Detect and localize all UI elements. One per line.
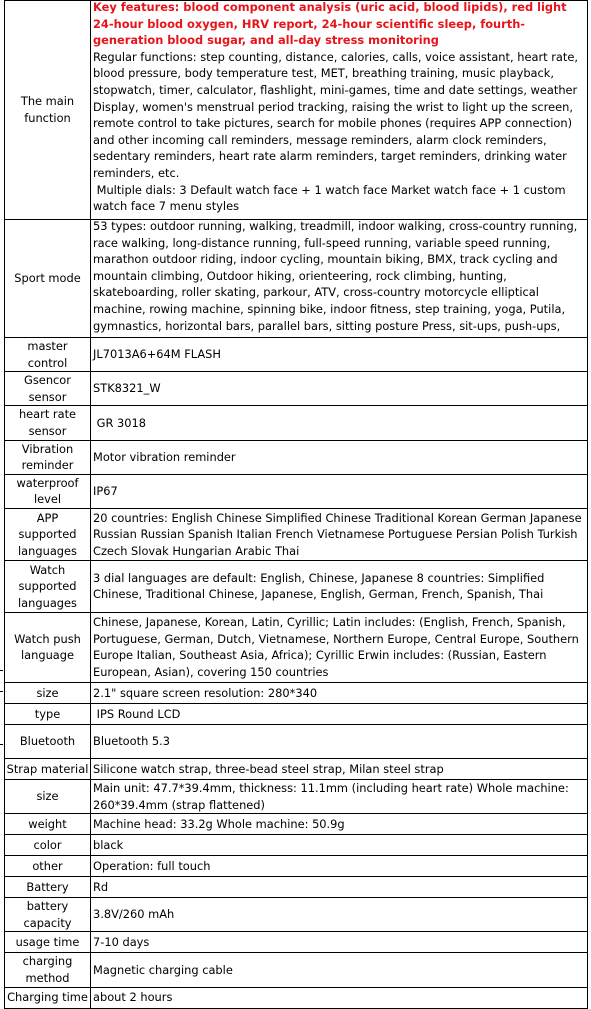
spec-value: 3 dial languages are default: English, Chinese, Japanese 8 countries: Simplified Chinese, Traditional Chinese, Japanese, English, German, French, Spanish, Thai [91, 560, 588, 612]
regular-functions-text: Regular functions: step counting, distance, calories, calls, voice assistant, heart rate, blood pressure, body temperature test, MET, breathing training, music playback, stopwatch, timer, calculator, flashlight, mini-games, time and date settings, weather Display, women's menstrual period tracking, raising the wrist to light up the screen, remote control to take pictures, search for mobile phones (requires APP connection) and other incoming call reminders, message reminders, alarm clock reminders, sedentary reminders, heart rate alarm reminders, target reminders, drinking water reminders, etc. [93, 49, 578, 180]
spec-row-main-function [5, 1, 588, 220]
spec-value: STK8321_W [91, 372, 588, 406]
dials-text: Multiple dials: 3 Default watch face + 1 watch face Market watch face + 1 custom watch face 7 menu styles [93, 182, 570, 214]
spec-table [4, 0, 588, 1009]
spec-label: charging method [5, 953, 91, 987]
spec-label: size [5, 682, 91, 703]
spec-row-battery [5, 877, 588, 898]
spec-value: Chinese, Japanese, Korean, Latin, Cyrillic; Latin includes: (English, French, Spanish, Portuguese, German, Dutch, Vietnamese, Northern Europe, Central Europe, Southern Europe Italian, Southeast Asia, Africa); Cyrillic Erwin includes: (Russian, Eastern European, Asian), covering 150 countries [91, 612, 588, 682]
spec-label: type [5, 703, 91, 724]
spec-value: 7-10 days [91, 932, 588, 953]
spec-value: IP67 [91, 474, 588, 508]
spec-value: GR 3018 [91, 406, 588, 440]
row-divider-stub [0, 744, 3, 745]
spec-value [91, 1, 588, 220]
spec-label: color [5, 835, 91, 856]
spec-value: Bluetooth 5.3 [91, 724, 588, 758]
spec-label: size [5, 779, 91, 813]
key-features-text: Key features: blood component analysis (uric acid, blood lipids), red light 24-hour blood oxygen, HRV report, 24-hour scientific sleep, fourth-generation blood sugar, and all-day stress monitoring [93, 0, 567, 48]
spec-row-vibration [5, 440, 588, 474]
spec-label: Gsencor sensor [5, 372, 91, 406]
spec-row-push-languages [5, 612, 588, 682]
spec-row-screen-type [5, 703, 588, 724]
spec-row-strap-material [5, 758, 588, 779]
spec-value: black [91, 835, 588, 856]
spec-label: Bluetooth [5, 724, 91, 758]
spec-label: Sport mode [5, 220, 91, 338]
spec-row-waterproof [5, 474, 588, 508]
spec-value: Motor vibration reminder [91, 440, 588, 474]
sport-modes-text: 53 types: outdoor running, walking, treadmill, indoor walking, cross-country running, race walking, long-distance running, full-speed running, variable speed running, marathon outdoor riding, indoor cycling, mountain biking, BMX, track cycling and mountain climbing, Outdoor hiking, orienteering, rock climbing, hunting, skateboarding, roller skating, parkour, ATV, cross-country motorcycle elliptical machine, rowing machine, spinning bike, indoor fitness, step training, yoga, Putila, gymnastics, horizontal bars, parallel bars, sitting posture Press, sit-ups, push-ups, [93, 219, 578, 333]
spec-row-dimensions [5, 779, 588, 813]
spec-value: Operation: full touch [91, 856, 588, 877]
spec-row-charging-method [5, 953, 588, 987]
spec-row-color [5, 835, 588, 856]
spec-label: battery capacity [5, 898, 91, 932]
spec-value [91, 220, 588, 338]
spec-row-screen-size [5, 682, 588, 703]
spec-label: Watch supported languages [5, 560, 91, 612]
spec-label: heart rate sensor [5, 406, 91, 440]
spec-label: waterproof level [5, 474, 91, 508]
spec-row-heart-rate-sensor [5, 406, 588, 440]
spec-value: Silicone watch strap, three-bead steel strap, Milan steel strap [91, 758, 588, 779]
spec-label: weight [5, 814, 91, 835]
spec-row-app-languages [5, 508, 588, 560]
spec-value: Magnetic charging cable [91, 953, 588, 987]
spec-row-usage-time [5, 932, 588, 953]
row-divider-stub [0, 670, 3, 671]
spec-label: Charging time [5, 987, 91, 1008]
spec-row-master-control [5, 338, 588, 372]
spec-row-gsensor [5, 372, 588, 406]
spec-value: Rd [91, 877, 588, 898]
spec-row-charging-time [5, 987, 588, 1008]
spec-value: about 2 hours [91, 987, 588, 1008]
spec-label: The main function [5, 1, 91, 220]
spec-value: Machine head: 33.2g Whole machine: 50.9g [91, 814, 588, 835]
spec-label: Watch push language [5, 612, 91, 682]
spec-label: APP supported languages [5, 508, 91, 560]
spec-value: IPS Round LCD [91, 703, 588, 724]
spec-label: other [5, 856, 91, 877]
spec-label: master control [5, 338, 91, 372]
spec-label: Strap material [5, 758, 91, 779]
spec-label: Vibration reminder [5, 440, 91, 474]
spec-label: Battery [5, 877, 91, 898]
spec-value: 2.1" square screen resolution: 280*340 [91, 682, 588, 703]
spec-row-weight [5, 814, 588, 835]
spec-value: 3.8V/260 mAh [91, 898, 588, 932]
spec-row-other [5, 856, 588, 877]
spec-value: JL7013A6+64M FLASH [91, 338, 588, 372]
spec-row-bluetooth [5, 724, 588, 758]
spec-row-battery-capacity [5, 898, 588, 932]
spec-row-sport-mode [5, 220, 588, 338]
spec-label: usage time [5, 932, 91, 953]
spec-row-watch-languages [5, 560, 588, 612]
spec-value: 20 countries: English Chinese Simplified Chinese Traditional Korean German Japanese Russian Russian Spanish Italian French Vietnamese Portuguese Persian Polish Turkish Czech Slovak Hungarian Arabic Thai [91, 508, 588, 560]
spec-value: Main unit: 47.7*39.4mm, thickness: 11.1mm (including heart rate) Whole machine: 260*39.4mm (strap flattened) [91, 779, 588, 813]
row-divider-stub [0, 691, 3, 692]
